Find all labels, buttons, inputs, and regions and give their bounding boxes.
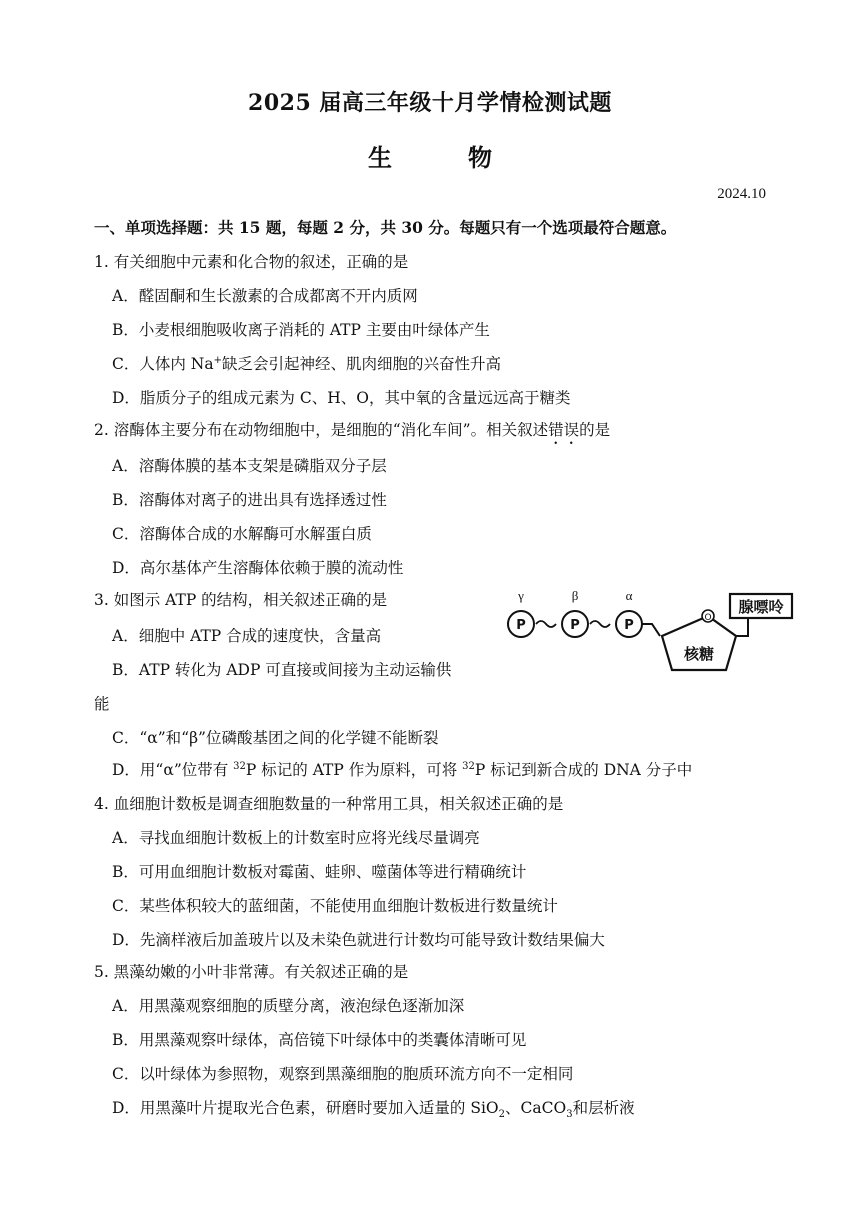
option-d-text-end: P 标记到新合成的 DNA 分子中 <box>474 761 693 779</box>
phosphate-beta-label: P <box>570 618 580 633</box>
stem-text-start: 2. 溶酶体主要分布在动物细胞中，是细胞的“消化车间”。相关叙述 <box>94 421 549 439</box>
question-4-option-b: B．可用血细胞计数板对霉菌、蛙卵、噬菌体等进行精确统计 <box>112 863 527 881</box>
question-4-stem: 4. 血细胞计数板是调查细胞数量的一种常用工具，相关叙述正确的是 <box>94 795 564 813</box>
question-1-option-a: A．醛固酮和生长激素的合成都离不开内质网 <box>112 287 418 305</box>
isotope-mass-2: 32 <box>462 760 475 772</box>
question-3-option-d <box>112 760 692 780</box>
question-4-option-c: C．某些体积较大的蓝细菌，不能使用血细胞计数板进行数量统计 <box>112 897 558 915</box>
question-1-option-b: B．小麦根细胞吸收离子消耗的 ATP 主要由叶绿体产生 <box>112 321 490 339</box>
stem-text-end: 的是 <box>579 421 611 439</box>
question-3-option-b-continuation: 能 <box>94 695 110 713</box>
option-d-text-middle: P 标记的 ATP 作为原料，可将 <box>245 761 463 779</box>
question-1-option-d: D．脂质分子的组成元素为 C、H、O，其中氧的含量远远高于糖类 <box>112 389 571 407</box>
beta-label: β <box>571 588 579 603</box>
question-3-stem: 3. 如图示 ATP 的结构，相关叙述正确的是 <box>94 591 388 609</box>
question-2-stem <box>94 420 610 448</box>
high-energy-bond-2 <box>590 621 610 627</box>
alpha-label: α <box>625 588 633 603</box>
question-3-option-a: A．细胞中 ATP 合成的速度快，含量高 <box>112 627 382 645</box>
gamma-label: γ <box>518 588 524 603</box>
high-energy-bond-1 <box>536 621 556 627</box>
option-d-text-start: D．用黑藻叶片提取光合色素，研磨时要加入适量的 SiO <box>112 1099 499 1117</box>
question-2-option-d: D．高尔基体产生溶酶体依赖于膜的流动性 <box>112 559 404 577</box>
ring-oxygen-label: O <box>704 613 712 623</box>
option-c-text-end: 缺乏会引起神经、肌肉细胞的兴奋性升高 <box>221 355 501 373</box>
option-d-text-end: 和层析液 <box>572 1099 635 1117</box>
silica-subscript: 2 <box>498 1109 506 1121</box>
adenine-label: 腺嘌呤 <box>738 598 784 616</box>
phosphate-alpha-label: P <box>624 618 634 633</box>
exam-date: 2024.10 <box>717 186 766 202</box>
question-5-option-b: B．用黑藻观察叶绿体，高倍镜下叶绿体中的类囊体清晰可见 <box>112 1031 527 1049</box>
question-3-option-c: C．“α”和“β”位磷酸基团之间的化学键不能断裂 <box>112 729 439 747</box>
question-1-option-c <box>112 354 501 374</box>
section-heading: 一、单项选择题：共 15 题，每题 2 分，共 30 分。每题只有一个选项最符合题意。 <box>94 218 677 237</box>
phosphate-gamma-label: P <box>516 618 526 633</box>
option-d-text-middle: 、CaCO <box>505 1099 567 1117</box>
question-5-option-d <box>112 1098 635 1121</box>
ribose-label: 核糖 <box>683 645 715 663</box>
carbonate-subscript: 3 <box>566 1109 573 1121</box>
question-4-option-d: D．先滴样液后加盖玻片以及未染色就进行计数均可能导致计数结果偏大 <box>112 931 605 949</box>
question-5-stem: 5. 黑藻幼嫩的小叶非常薄。有关叙述正确的是 <box>94 963 409 981</box>
question-1-stem: 1. 有关细胞中元素和化合物的叙述，正确的是 <box>94 253 409 271</box>
exam-title: 2025 届高三年级十月学情检测试题 <box>248 90 612 116</box>
isotope-mass-1: 32 <box>233 760 246 772</box>
sodium-charge: + <box>213 354 222 366</box>
question-2-option-a: A．溶酶体膜的基本支架是磷脂双分子层 <box>112 457 387 475</box>
atp-structure-diagram <box>500 586 796 678</box>
exam-subject: 生 物 <box>368 143 518 172</box>
ester-bond <box>642 624 660 636</box>
question-2-option-b: B．溶酶体对离子的进出具有选择透过性 <box>112 491 387 509</box>
option-c-text-start: C．人体内 Na <box>112 355 214 373</box>
question-3-option-b: B．ATP 转化为 ADP 可直接或间接为主动运输供 <box>112 661 452 679</box>
emphasized-word: 错误 <box>548 421 580 439</box>
question-5-option-c: C．以叶绿体为参照物，观察到黑藻细胞的胞质环流方向不一定相同 <box>112 1065 574 1083</box>
question-5-option-a: A．用黑藻观察细胞的质壁分离，液泡绿色逐渐加深 <box>112 997 465 1015</box>
option-d-text-start: D．用“α”位带有 <box>112 761 234 779</box>
question-2-option-c: C．溶酶体合成的水解酶可水解蛋白质 <box>112 525 372 543</box>
question-4-option-a: A．寻找血细胞计数板上的计数室时应将光线尽量调亮 <box>112 829 480 847</box>
